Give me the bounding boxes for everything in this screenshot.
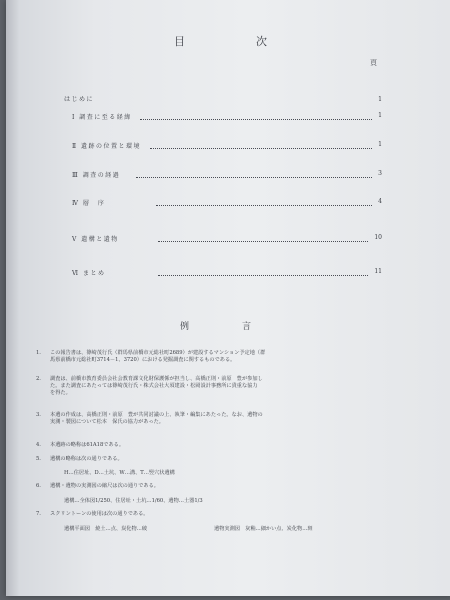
toc-entry-page: 3: [378, 170, 382, 177]
abbreviation-list: H…住居址、D…土坑、W…溝、T…竪穴状遺構: [64, 470, 175, 476]
note-item: 7. スクリントーンの使用は次の通りである。: [36, 511, 149, 517]
toc-entry-page: 1: [378, 112, 382, 119]
dot-leader: [158, 275, 368, 276]
notes-title: 例 言: [180, 322, 274, 332]
toc-entry-page: 11: [374, 268, 382, 275]
page-column-header: 頁: [370, 59, 377, 67]
toc-entry-label: Ⅵ まとめ: [72, 270, 106, 277]
toc-entry-label: Ⅱ 遺跡の位置と環境: [72, 143, 141, 150]
screentone-left: 遺構平面図 焼土…点、炭化物…破: [64, 526, 148, 532]
toc-row: [72, 112, 382, 122]
note-item: 6. 遺構・遺物の実測図の縮尺は次の通りである。: [36, 483, 159, 489]
dot-leader: [140, 119, 372, 120]
screentone-right: 遺物実測図 灰釉…細かい点、炭化物…斑: [214, 526, 313, 532]
toc-row: [72, 198, 382, 208]
note-item: 2. 調査は、前橋市教育委員会社会教育課文化財保護係が担当し、高橋正則・前原 豊が参加し た。また調査にあたっては篠崎茂行氏・株式会社大須建設・松岡設計事務所に貴重な協力 を得た。: [36, 376, 263, 396]
dot-leader: [156, 205, 372, 206]
note-item: 3. 本遺の作成は、高橋正則・前原 豊が共同討議の上、執筆・編集にあたった。なお、遺物の 実測・製図について松本 保氏の協力があった。: [36, 412, 263, 425]
note-item: 4. 本遺跡の略称は61A18である。: [36, 442, 125, 448]
dot-leader: [136, 177, 372, 178]
toc-intro-page: 1: [378, 96, 382, 103]
toc-entry-page: 1: [378, 141, 382, 148]
toc-row: [72, 141, 382, 151]
toc-row-intro-leader: [72, 96, 382, 106]
toc-entry-page: 4: [378, 198, 382, 205]
dot-leader: [150, 148, 372, 149]
toc-entry-label: Ⅳ 層 序: [72, 200, 106, 207]
scale-list: 遺構…全体図1/250、住居址・土坑…1/60、遺物…土器1/3: [64, 498, 203, 504]
document-page: [6, 0, 450, 596]
toc-title: 目 次: [174, 35, 297, 48]
toc-row: [72, 170, 382, 180]
dot-leader: [158, 241, 368, 242]
toc-entry-label: Ⅲ 調査の経過: [72, 172, 121, 179]
toc-entry-label: Ⅰ 調査に至る経緯: [72, 114, 132, 121]
book-spine: [6, 0, 20, 596]
toc-row: [72, 234, 382, 244]
toc-entry-label: Ⅴ 遺構と遺物: [72, 236, 119, 243]
toc-entry-page: 10: [374, 234, 382, 241]
toc-row: [72, 268, 382, 278]
note-item: 5. 遺構の略称は次の通りである。: [36, 456, 123, 462]
note-item: 1. この報告書は、篠崎茂行氏（群馬県前橋市元総社町2689）が建設するマンション予定地（群 馬県前橋市元総社町3714－1、3720）における発掘調査に関するものである。: [36, 350, 266, 363]
toc-intro-label: はじめに: [64, 96, 95, 103]
